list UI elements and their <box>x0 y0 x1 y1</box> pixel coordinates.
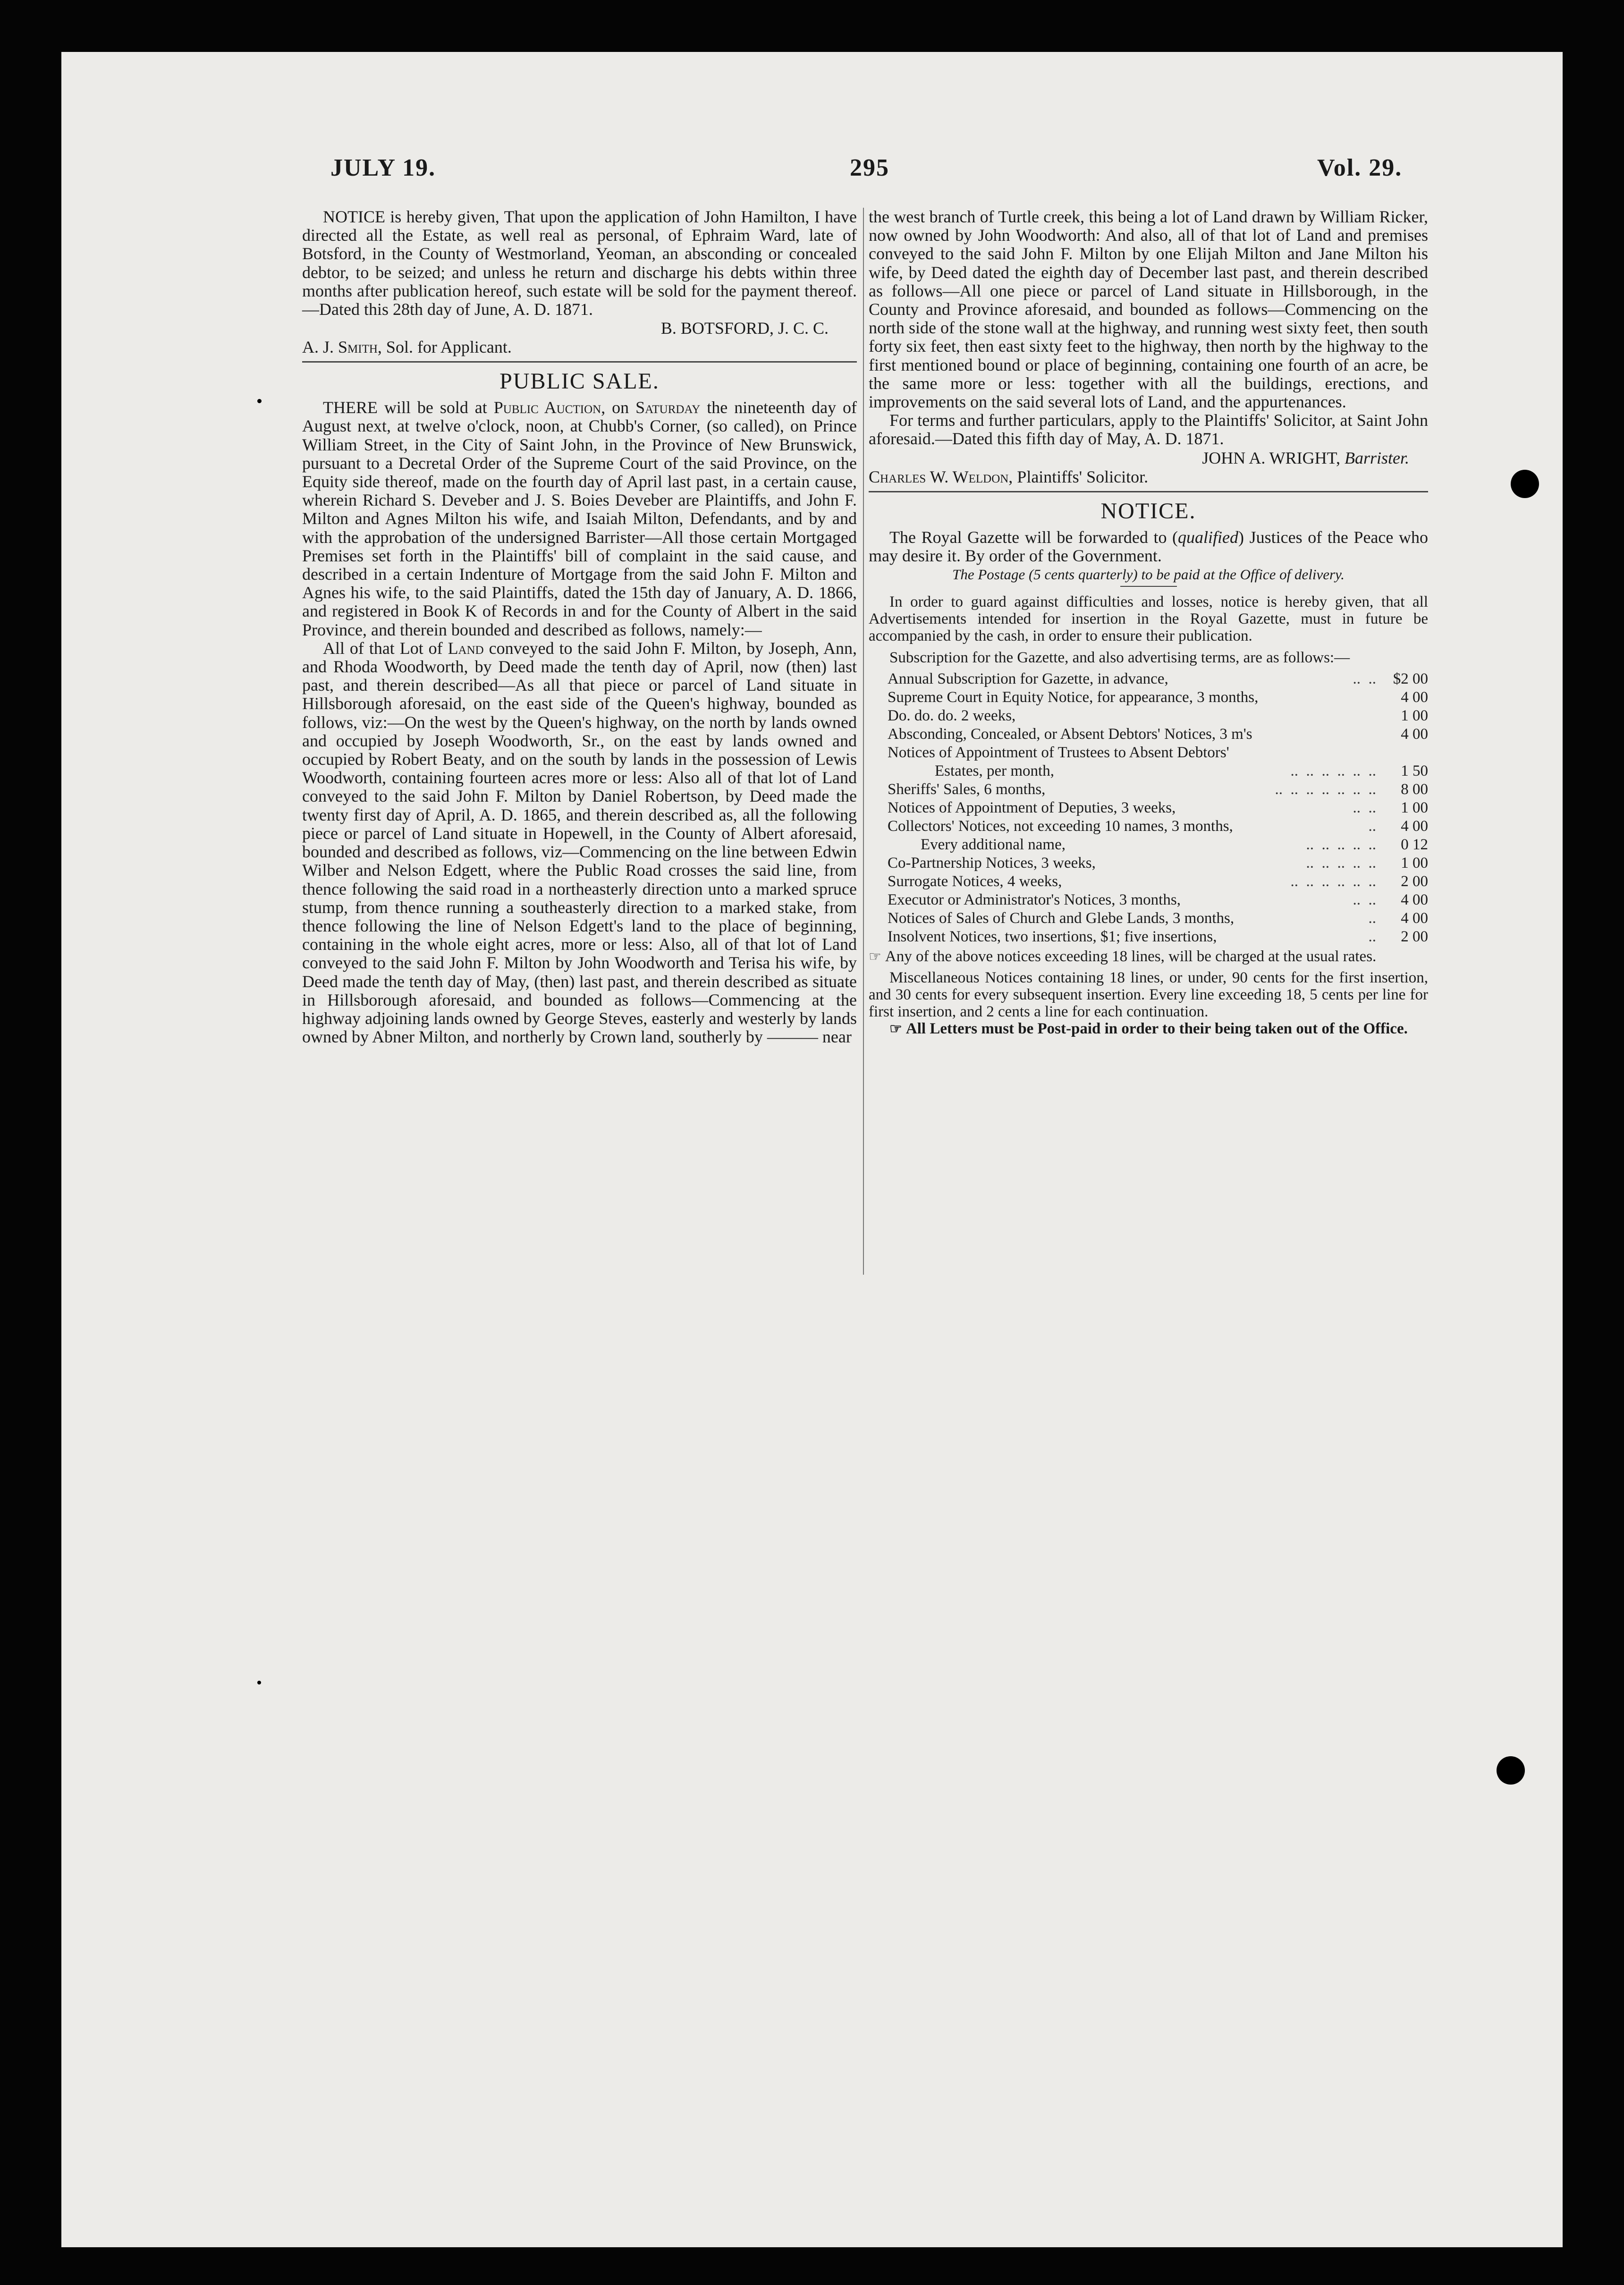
rate-label: Surrogate Notices, 4 weeks, <box>888 873 1062 890</box>
barrister-signature <box>869 449 1428 467</box>
punch-hole <box>1511 470 1539 498</box>
rate-row <box>869 762 1428 780</box>
charged-note-text: Any of the above notices exceeding 18 lines, will be charged at the usual rates. <box>885 948 1377 965</box>
rate-label: Every additional name, <box>921 836 1066 854</box>
rate-label: Insolvent Notices, two insertions, $1; five insertions, <box>888 928 1217 946</box>
sale-day: Saturday <box>635 398 701 417</box>
letters-text: All Letters must be Post-paid in order to their being taken out of the Office. <box>905 1020 1408 1038</box>
rate-row <box>869 744 1428 762</box>
rate-label: Executor or Administrator's Notices, 3 months, <box>888 891 1181 909</box>
rate-amount: 1 00 <box>1401 855 1428 872</box>
rate-leader-dots: .. .. <box>1349 670 1376 688</box>
punch-hole <box>1497 1756 1525 1785</box>
rate-label: Absconding, Concealed, or Absent Debtors' Notices, 3 m's <box>888 726 1252 743</box>
section-divider <box>302 361 857 363</box>
terms-paragraph: For terms and further particulars, apply to the Plaintiffs' Solicitor, at Saint John aforesaid.—Dated this fifth day of May, A. D. 1871. <box>869 411 1428 449</box>
rate-leader-dots: .. .. .. .. .. .. <box>1286 873 1376 890</box>
sale-text: , on <box>601 398 636 417</box>
notice-solicitor <box>302 338 857 356</box>
rate-label: Supreme Court in Equity Notice, for appearance, 3 months, <box>888 689 1259 706</box>
postage-note: The Postage (5 cents quarterly) to be paid at the Office of delivery. <box>952 566 1345 583</box>
land-text: All of that Lot of <box>323 638 448 658</box>
sale-text: the nineteenth day of August next, at twelve o'clock, noon, at Chubb's Corner, (so called), on Prince William Street, in the City of Saint John, in the Province of New Brunswick, pursuant to a Decretal Order of the Supreme Court of the said Province, on the Equity side thereof, made on the fourth day of April last past, in a certain cause, wherein Richard S. Deveber and J. S. Boies Deveber are Plaintiffs, and John F. Milton and Agnes Milton his wife, and Isaiah Milton, Defendants, and by and with the approbation of the undersigned Barrister—All those certain Mortgaged Premises set forth in the Plaintiffs' bill of complaint in the said cause, and described in a certain Indenture of Mortgage from the said John F. Milton and Agnes his wife, to the said Plaintiffs, dated the 15th day of January, A. D. 1866, and registered in Book K of Records in and for the County of Albert in the said Province, and therein bounded and described as follows, namely:— <box>302 398 857 639</box>
notice-solicitor-role: , Sol. for Applicant. <box>377 338 512 357</box>
left-column <box>302 208 857 1046</box>
miscellaneous-notices: Miscellaneous Notices containing 18 lines, or under, 90 cents for the first insertion, and 30 cents for every subsequent insertion. Every line exceeding 18, 5 cents per line for first insertion, and 2 cents a line for each continuation. <box>869 969 1428 1021</box>
column-divider <box>863 208 864 1275</box>
rate-leader-dots: .. .. .. .. .. .. .. <box>1271 781 1376 798</box>
rate-label: Do. do. do. 2 weeks, <box>888 707 1016 725</box>
land-word: Land <box>448 638 484 658</box>
header-date: JULY 19. <box>330 154 436 181</box>
subscription-intro: Subscription for the Gazette, and also advertising terms, are as follows:— <box>889 649 1350 667</box>
absconding-debtor-notice: NOTICE is hereby given, That upon the application of John Hamilton, I have directed all the Estate, as well real as personal, of Ephraim Ward, late of Botsford, in the County of Westmorland, Yeoman, an absconding or concealed debtor, to be seized; and unless he return and discharge his debts within three months after publication hereof, such estate will be sold for the payment thereof.—Dated this 28th day of June, A. D. 1871. <box>302 207 857 319</box>
rate-row <box>869 780 1428 799</box>
rate-label: Co-Partnership Notices, 3 weeks, <box>888 855 1096 872</box>
land-description-continued: the west branch of Turtle creek, this being a lot of Land drawn by William Ricker, now owned by John Woodworth: And also, all of that lot of Land and premises conveyed to the said John F. Milton by one Elijah Milton and Jane Milton his wife, by Deed dated the eighth day of December last past, and therein described as follows—All one piece or parcel of Land situate in Hillsborough, in the County and Province aforesaid, and bounded as follows—Commencing on the north side of the stone wall at the highway, and running west sixty feet, then south forty six feet, then east sixty feet to the highway, then north by the highway to the first mentioned bound or place of beginning, containing one fourth of an acre, be the same more or less: together with all the buildings, erections, and improvements on the said several lots of Land, and the appurtenances. <box>869 207 1428 412</box>
pointing-hand-icon: ☞ <box>869 949 881 965</box>
rate-row <box>869 688 1428 707</box>
gazette-text: The Royal Gazette will be forwarded to ( <box>889 527 1178 547</box>
rate-leader-dots: .. .. .. .. .. .. <box>1286 762 1376 780</box>
rate-amount: 4 00 <box>1401 689 1428 706</box>
rate-label: Notices of Appointment of Deputies, 3 weeks, <box>888 799 1176 817</box>
rate-label: Sheriffs' Sales, 6 months, <box>888 781 1046 798</box>
rate-amount: 4 00 <box>1401 910 1428 927</box>
rate-row <box>869 725 1428 744</box>
rate-row <box>869 854 1428 872</box>
ink-speck <box>257 1681 261 1684</box>
rate-label: Collectors' Notices, not exceeding 10 names, 3 months, <box>888 818 1233 835</box>
notice-heading: NOTICE. <box>1100 498 1196 524</box>
section-divider <box>869 491 1428 492</box>
gazette-notice-paragraph <box>869 528 1428 565</box>
plaintiffs-solicitor-name: Charles W. Weldon <box>869 467 1009 486</box>
rate-row <box>869 909 1428 928</box>
rate-leader-dots: .. <box>1364 928 1376 946</box>
rate-leader-dots: .. <box>1364 910 1376 927</box>
sale-text: THERE will be sold at <box>323 398 494 417</box>
plaintiffs-solicitor-role: , Plaintiffs' Solicitor. <box>1008 467 1149 486</box>
rate-leader-dots: .. .. .. .. .. <box>1302 855 1376 872</box>
rate-row <box>869 891 1428 909</box>
ink-speck <box>257 399 262 403</box>
rate-row <box>869 928 1428 946</box>
rate-leader-dots: .. .. <box>1349 799 1376 817</box>
barrister-name: JOHN A. WRIGHT, <box>1202 448 1345 467</box>
land-description-paragraph <box>302 639 857 1046</box>
rate-leader-dots: .. <box>1364 818 1376 835</box>
rate-label: Notices of Sales of Church and Glebe Lands, 3 months, <box>888 910 1235 927</box>
rates-list <box>869 670 1428 946</box>
barrister-role: Barrister. <box>1344 448 1409 467</box>
rate-amount: 4 00 <box>1401 891 1428 909</box>
rate-leader-dots: .. .. .. .. .. <box>1302 836 1376 854</box>
right-column <box>869 208 1428 1038</box>
rate-amount: 2 00 <box>1401 928 1428 946</box>
plaintiffs-solicitor <box>869 467 1428 486</box>
rate-row <box>869 707 1428 725</box>
rate-row <box>869 836 1428 854</box>
header-volume: Vol. 29. <box>1317 154 1403 181</box>
advertisement-cash-notice: In order to guard against difficulties and losses, notice is hereby given, that all Advertisements intended for insertion in the Royal Gazette, must in future be accompanied by the cash, in order to ensure their publication. <box>869 593 1428 645</box>
header-page-number: 295 <box>850 154 889 181</box>
rate-row <box>869 799 1428 817</box>
letters-notice <box>869 1020 1428 1038</box>
pointing-hand-icon: ☞ <box>889 1021 902 1037</box>
public-sale-heading: PUBLIC SALE. <box>499 369 660 394</box>
rate-row <box>869 817 1428 836</box>
rate-amount: 1 50 <box>1401 762 1428 780</box>
land-text: conveyed to the said John F. Milton, by Joseph, Ann, and Rhoda Woodworth, by Deed made the tenth day of April, now (then) last past, and therein described—As all that piece or parcel of Land situate in Hillsborough aforesaid, on the east side of the Queen's highway, bounded as follows, viz:—On the west by the Queen's highway, on the north by lands owned and occupied by Joseph Woodworth, Sr., on the east by lands owned and occupied by Robert Beaty, and on the south by lands in the possession of Lewis Woodworth, containing fourteen acres more or less: Also all of that lot of Land conveyed to the said John F. Milton by Daniel Robertson, by Deed made the twenty first day of April, A. D. 1865, and therein described as, all the following piece or parcel of Land situate in Hopewell, in the County of Albert aforesaid, bounded and described as follows, viz—Commencing on the line between Edwin Wilber and Nelson Edgett, where the Public Road crosses the said line, from thence following the said road in a northeasterly direction unto a marked spruce stump, from thence running a southeasterly direction to a marked stake, from thence following the line of Nelson Edgett's land to the place of beginning, containing in the whole eight acres, more or less: Also, all of that lot of Land conveyed to the said John F. Milton by John Woodworth and Terisa his wife, by Deed made the tenth day of May, (then) last past, and therein described as situate in Hillsborough aforesaid, and bounded as follows—Commencing at the highway adjoining lands owned by George Steves, easterly and westerly by lands owned by Abner Milton, and northerly by Crown land, southerly by ——— near <box>302 638 857 1047</box>
rate-label: Annual Subscription for Gazette, in advance, <box>888 670 1168 688</box>
sale-auction: Public Auction <box>493 398 601 417</box>
rate-amount: 4 00 <box>1401 818 1428 835</box>
rate-row <box>869 872 1428 891</box>
rate-amount: 4 00 <box>1401 726 1428 743</box>
public-sale-paragraph <box>302 398 857 639</box>
rate-amount: $2 00 <box>1393 670 1428 688</box>
rate-amount: 1 00 <box>1401 707 1428 725</box>
rate-amount <box>1376 744 1428 762</box>
rate-label: Estates, per month, <box>935 762 1054 780</box>
rate-label: Notices of Appointment of Trustees to Absent Debtors' <box>888 744 1229 762</box>
notice-solicitor-name: A. J. Smith <box>302 338 378 357</box>
short-divider <box>1120 586 1177 587</box>
notice-signature: B. BOTSFORD, J. C. C. <box>660 319 829 338</box>
qualified-word: qualified <box>1178 527 1239 547</box>
rate-leader-dots: .. .. <box>1349 891 1376 909</box>
rate-amount: 8 00 <box>1401 781 1428 798</box>
rate-row <box>869 670 1428 688</box>
rate-amount: 1 00 <box>1401 799 1428 817</box>
rate-amount: 2 00 <box>1401 873 1428 890</box>
rate-amount: 0 12 <box>1401 836 1428 854</box>
charged-note <box>869 948 1428 965</box>
gazette-text: ) Justices of the Peace who may desire it. By order of the Government. <box>869 527 1428 565</box>
